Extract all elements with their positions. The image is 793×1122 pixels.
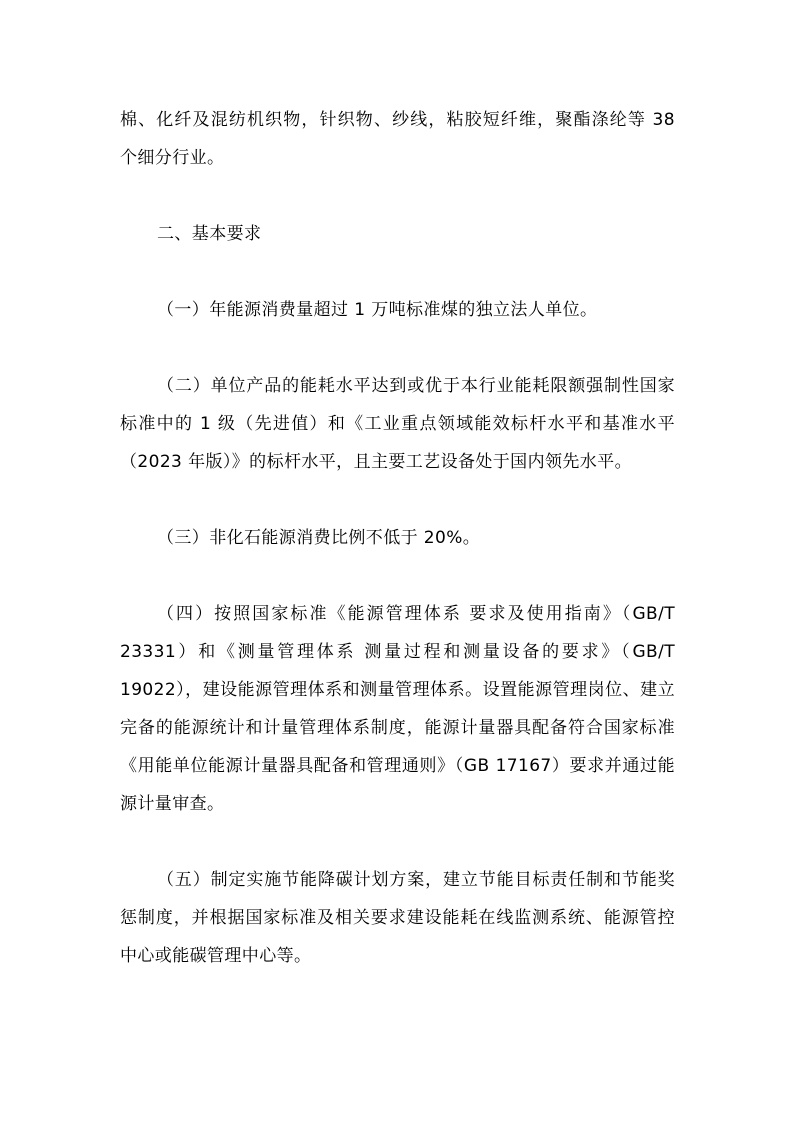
requirement-4: （四）按照国家标准《能源管理体系 要求及使用指南》（GB/T 23331）和《测量管理体系 测量过程和测量设备的要求》（GB/T 19022），建设能源管理体系和测量管理体系。设置能源管理岗位、建立完备的能源统计和计量管理体系制度，能源计量器具配备符合国家标准《用能单位能源计量器具配备和管理通则》（GB 17167）要求并通过能源计量审查。	[120, 604, 675, 814]
document-body	[120, 101, 675, 975]
requirement-3: （三）非化石能源消费比例不低于 20%。	[157, 528, 481, 548]
requirement-1: （一）年能源消费量超过 1 万吨标准煤的独立法人单位。	[157, 300, 598, 320]
section-heading-basic-requirements: 二、基本要求	[157, 224, 262, 244]
requirement-2: （二）单位产品的能耗水平达到或优于本行业能耗限额强制性国家标准中的 1 级（先进值）和《工业重点领域能效标杆水平和基准水平（2023 年版）》的标杆水平，且主要工艺设备处于国内领先水平。	[120, 376, 675, 472]
requirement-5: （五）制定实施节能降碳计划方案，建立节能目标责任制和节能奖惩制度，并根据国家标准及相关要求建设能耗在线监测系统、能源管控中心或能碳管理中心等。	[120, 870, 675, 966]
paragraph-industries-continued: 棉、化纤及混纺机织物，针织物、纱线，粘胶短纤维，聚酯涤纶等 38 个细分行业。	[120, 110, 675, 168]
